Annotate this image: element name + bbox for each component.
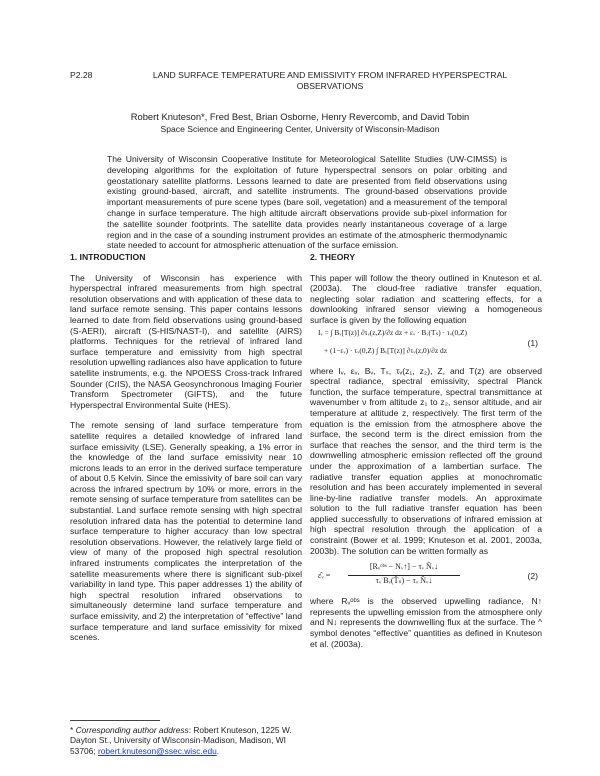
equation-1-line-2: + (1−εᵥ) · τᵥ(0,Z) ∫ Bᵥ[T(z)] ∂τᵥ(z,0)/∂z dz	[324, 345, 448, 355]
intro-paragraph-1: The University of Wisconsin has experience with hyperspectral infrared measurements from high spectral resolution observations and with application of these data to land surface remote sensing. This paper contains lessons learned to date from field observations using ground-based (S-AERI), aircraft (S-HIS/NAST-I), and satellite (AIRS) platforms. Techniques for the retrieval of infrared land surface temperature and emissivity from high spectral resolution upwelling radiances also have application to future satellite instruments, e.g. the NPOESS Cross-track Infrared Sounder (CrIS), the NASA Geosynchronous Imaging Fourier Transform Spectrometer (GIFTS), and the future Hyperspectral Environmental Suite (HES).	[70, 272, 302, 410]
right-column	[310, 252, 542, 649]
footnote-divider	[70, 720, 160, 721]
affiliation: Space Science and Engineering Center, University of Wisconsin-Madison	[160, 124, 440, 134]
intro-paragraph-2: The remote sensing of land surface temperature from satellite requires a detailed knowledge of infrared land surface emissivity (LSE). Generally speaking, a 1% error in the knowledge of the land surface emissivity near 10 microns leads to an error in the derived surface temperature of about 0.5 Kelvin. Since the emissivity of bare soil can vary across the infrared spectrum by 10% or more, errors in the remote sensing of surface temperature from satellites can be substantial. Land surface remote sensing with high spectral resolution infrared data has the potential to determine land surface temperature to higher accuracy than low spectral resolution observations. However, the relatively large field of view of many of the proposed high spectral resolution infrared instruments complicates the interpretation of the satellite measurements where there is significant sub-pixel variability in land type. This paper addresses 1) the ability of high spectral resolution infrared observations to simultaneously determine land surface temperature and surface emissivity, and 2) the interpretation of “effective” land surface temperature and land surface emissivity for mixed scenes.	[70, 420, 302, 643]
section-heading-introduction: 1. INTRODUCTION	[70, 252, 146, 262]
paper-title: LAND SURFACE TEMPERATURE AND EMISSIVITY FROM INFRARED HYPERSPECTRAL OBSERVATIONS	[152, 70, 508, 91]
equation-1-line-1: Iᵥ = ∫ Bᵥ[T(z)] ∂τᵥ(z,Z)/∂z dz + εᵥ · Bᵥ(Tₛ) · τᵥ(0,Z)	[318, 327, 467, 337]
footnote-text: : Robert Knuteson, 1225 W. Dayton St., University of Wisconsin-Madison, Madison, WI 53706;	[70, 725, 292, 756]
theory-paragraph-3: where Rᵥᵒᵇˢ is the observed upwelling radiance, N↑ represents the upwelling emission from the atmosphere only and N↓ represents the downwelling flux at the surface. The ^ symbol denotes “effective” quantities as defined in Knuteson et al. (2003a).	[310, 596, 542, 649]
theory-paragraph-2: where Iᵥ, εᵥ, Bᵥ, Tₛ, τᵥ(z₁, z₂), Z, and T(z) are observed spectral radiance, spectral emissivity, spectral Planck function, the surface temperature, spectral transmittance at wavenumber ν from altitude z₁ to z₂, sensor altitude, and air temperature at altitude z, respectively. The first term of the equation is the emission from the atmosphere above the surface, the second term is the direct emission from the surface that reaches the sensor, and the third term is the downwelling atmospheric emission reflected off the ground under the approximation of a lambertian surface. The radiative transfer equation applies at monochromatic resolution and has been accurately implemented in several line-by-line radiative transfer models. An approximate solution to the full radiative transfer equation has been applied successfully to observations of infrared emission at high spectral resolution through the application of a constraint (Bower et al. 1999; Knuteson et al. 2001, 2003a, 2003b). The solution can be written formally as	[310, 365, 542, 556]
equation-2-fraction	[348, 562, 460, 586]
author-email-link[interactable]: robert.knuteson@ssec.wisc.edu	[97, 745, 217, 756]
equation-2-numerator: [Rᵥᵒᵇˢ − Nᵥ↑] − τᵥ N̂ᵥ↓	[348, 562, 460, 576]
abstract: The University of Wisconsin Cooperative Institute for Meteorological Satellite Studies (UW-CIMSS) is developing algorithms for the exploitation of future hyperspectral sensors on polar orbiting and geostationary satellite platforms. Lessons learned to date are presented from field observations using existing ground-based, aircraft, and satellite instruments. The ground-based observations provide important measurements of pure scene types (bare soil, vegetation) and a measurement of the temporal change in surface temperature. The high altitude aircraft observations provide sub-pixel information for the satellite sounder footprints. The satellite data provides nearly instantaneous coverage of a large region and in the case of a sounding instrument provides an estimate of the atmospheric thermodynamic state needed to account for atmospheric attenuation of the surface emission.	[107, 154, 507, 251]
theory-paragraph-1: This paper will follow the theory outlined in Knuteson et al. (2003a). The cloud-free radiative transfer equation, neglecting solar radiation and scattering effects, for a downlooking infrared sensor viewing a homogeneous surface is given by the following equation	[310, 272, 542, 325]
footnote: * Corresponding author address: Robert Knuteson, 1225 W. Dayton St., University of Wisconsin-Madison, Madison, WI 53706; robert.knuteson@ssec.wisc.edu.	[70, 725, 292, 756]
section-heading-theory: 2. THEORY	[310, 252, 356, 262]
equation-2	[310, 562, 542, 592]
equation-2-number: (2)	[527, 571, 538, 582]
left-column	[70, 252, 302, 643]
equation-2-denominator: τᵥ Bᵥ(T̂ₛ) − τᵥ N̂ᵥ↓	[375, 575, 433, 585]
equation-2-lhs: ε̂ᵥ =	[318, 571, 331, 581]
footnote-end: .	[216, 745, 220, 756]
equation-1-number: (1)	[527, 337, 538, 348]
author-list: Robert Knuteson*, Fred Best, Brian Osborne, Henry Revercomb, and David Tobin	[130, 111, 470, 122]
equation-1	[310, 328, 542, 362]
footnote-label: Corresponding author address	[75, 725, 189, 735]
paper-id: P2.28	[70, 70, 93, 80]
